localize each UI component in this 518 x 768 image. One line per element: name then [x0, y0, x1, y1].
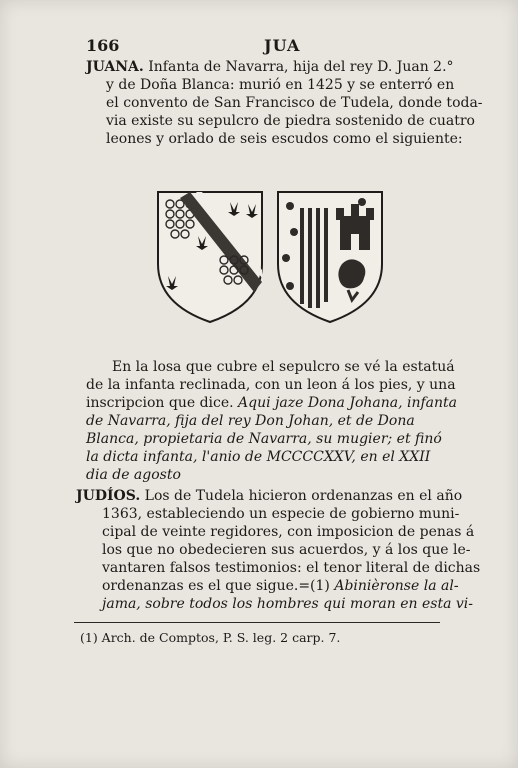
- coats-of-arms-figure: [150, 186, 390, 326]
- cont-line-2: de la infanta reclinada, con un leon á los pies, y una: [86, 377, 456, 393]
- ordinance-quote-line-2: jama, sobre todos los hombres qui moran en esta vi-: [102, 596, 474, 612]
- ordinance-quote-start: Abinièronse la al-: [334, 578, 459, 594]
- headword-juana: JUANA.: [86, 59, 144, 75]
- page-number: 166: [86, 36, 120, 55]
- entry-judios: [76, 487, 481, 613]
- headword-judios: JUDÍOS.: [76, 488, 141, 504]
- judios-line-6: ordenanzas es el que sigue.=(1): [102, 578, 335, 594]
- entry-juana-line-1: Infanta de Navarra, hija del rey D. Juan 2.°: [143, 59, 454, 75]
- judios-line-1: Los de Tudela hicieron ordenanzas en el año: [140, 488, 463, 504]
- entry-juana-continued: [86, 358, 458, 484]
- entry-juana-line-3: el convento de San Francisco de Tudela, donde toda-: [106, 95, 483, 111]
- heraldic-shield-left-icon: [158, 192, 262, 322]
- running-title: JUA: [264, 36, 301, 55]
- entry-juana-line-5: leones y orlado de seis escudos como el siguiente:: [106, 131, 463, 147]
- cont-line-1: En la losa que cubre el sepulcro se vé la estatuá: [112, 359, 455, 375]
- inscription-line-5: dia de agosto: [86, 467, 181, 483]
- judios-line-4: los que no obedecieren sus acuerdos, y á los que le-: [102, 542, 471, 558]
- footnote-divider: [74, 622, 440, 623]
- entry-juana-line-2: y de Doña Blanca: murió en 1425 y se enterró en: [106, 77, 455, 93]
- cont-line-3: inscripcion que dice.: [86, 395, 239, 411]
- judios-line-2: 1363, estableciendo un especie de gobierno muni-: [102, 506, 460, 522]
- entry-juana: [86, 58, 483, 148]
- inscription-line-2: de Navarra, fija del rey Don Johan, et de Dona: [86, 413, 415, 429]
- running-header: [86, 36, 446, 58]
- heraldic-shield-right-icon: [278, 192, 382, 322]
- inscription-line-4: la dicta infanta, l'anio de MCCCCXXV, en el XXII: [86, 449, 431, 465]
- inscription-start: Aqui jaze Dona Johana, infanta: [238, 395, 458, 411]
- judios-line-3: cipal de veinte regidores, con imposicion de penas á: [102, 524, 475, 540]
- judios-line-5: vantaren falsos testimonios: el tenor literal de dichas: [102, 560, 481, 576]
- entry-juana-line-4: via existe su sepulcro de piedra sostenido de cuatro: [106, 113, 475, 129]
- inscription-line-3: Blanca, propietaria de Navarra, su mugier; et finó: [86, 431, 442, 447]
- footnote: (1) Arch. de Comptos, P. S. leg. 2 carp. 7.: [80, 630, 341, 645]
